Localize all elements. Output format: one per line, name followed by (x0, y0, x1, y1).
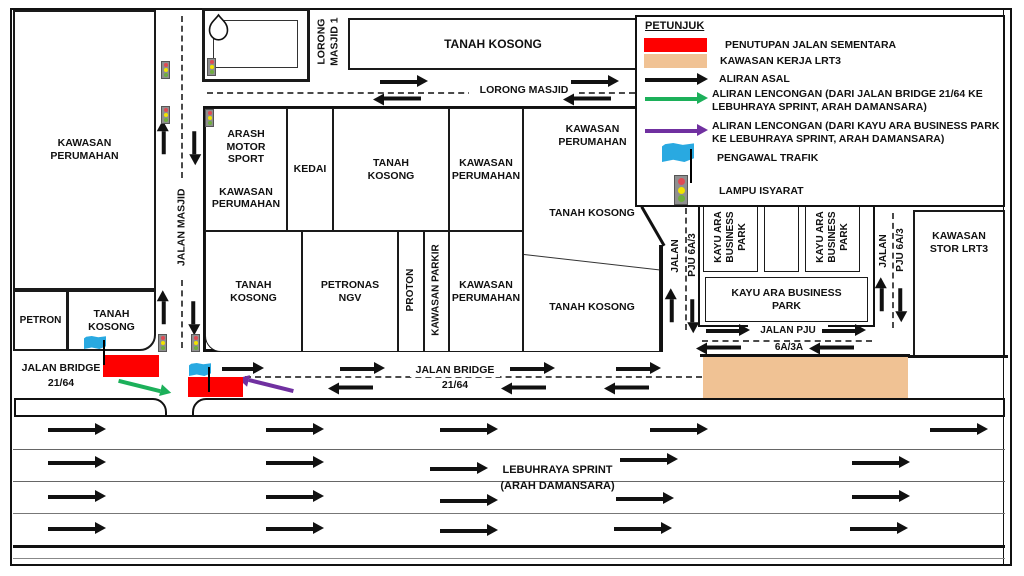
mosque-dome-icon (205, 13, 232, 43)
flow-arrow-icon (266, 461, 313, 465)
traffic-light-icon (161, 61, 170, 79)
jalan-masjid-centerline (181, 280, 183, 348)
block-label: ARASH MOTOR SPORT (226, 128, 266, 166)
flow-arrow-icon (266, 527, 313, 531)
stor-bottom-line (908, 355, 1008, 358)
block-kayu-ara-main (705, 277, 868, 322)
flow-arrow-icon (440, 529, 487, 533)
black-arrow-icon (645, 78, 697, 82)
traffic-light-icon (161, 106, 170, 124)
road-label-jalan-masjid: JALAN MASJID (175, 188, 188, 267)
road-label-lorong-masjid-1: LORONG MASJID 1 (315, 17, 340, 66)
block-tanah-kosong-r1 (333, 108, 449, 231)
road-label-lebuhraya-1: LEBUHRAYA SPRINT (502, 464, 613, 476)
block-label: KAWASAN PERUMAHAN (50, 137, 119, 162)
block-label: TANAH KOSONG (549, 301, 635, 313)
block-label: PETRON (19, 314, 62, 326)
flow-arrow-icon (880, 288, 884, 311)
parcel-divider (524, 254, 659, 270)
block-tanah-kosong-top (348, 18, 638, 70)
road-label-jalan-bridge-east: JALAN BRIDGE (410, 364, 500, 377)
legend-item-label: PENGAWAL TRAFIK (717, 152, 819, 164)
flow-arrow-icon (691, 299, 695, 322)
legend-item-label: ALIRAN LENCONGAN (DARI KAYU ARA BUSINESS PARK KE LEBUHRAYA SPRINT, ARAH DAMANSARA) (712, 120, 1000, 145)
flow-arrow-icon (614, 527, 661, 531)
traffic-light-icon (191, 334, 200, 352)
flow-arrow-icon (616, 497, 663, 501)
flow-arrow-icon (380, 80, 417, 84)
flag-icon (84, 336, 106, 349)
flow-arrow-icon (850, 527, 897, 531)
block-label-kayu-ara-v2: KAYU ARA BUSINESS PARK (815, 211, 850, 263)
flow-arrow-icon (440, 428, 487, 432)
flow-arrow-icon (852, 461, 899, 465)
block-kawasan-perumahan-r1 (449, 108, 523, 231)
block-kawasan-perumahan-r2 (449, 231, 523, 352)
block-petron (13, 290, 68, 351)
median-island (14, 398, 167, 417)
flow-arrow-icon (266, 428, 313, 432)
road-label-jalan-pju-west-2: PJU 6A/3 (687, 233, 698, 277)
flow-arrow-icon (222, 367, 253, 371)
block-label: TANAH KOSONG (88, 307, 135, 333)
median-island (192, 398, 1005, 417)
flow-arrow-icon (670, 299, 674, 322)
flow-arrow-icon (48, 461, 95, 465)
block-label: KEDAI (293, 163, 327, 176)
flow-arrow-icon (899, 288, 903, 311)
flag-icon (662, 143, 694, 162)
traffic-light-icon (158, 334, 167, 352)
block-label: TANAH KOSONG (444, 36, 542, 51)
flow-arrow-icon (650, 428, 697, 432)
flow-arrow-icon (512, 386, 546, 390)
road-label-lebuhraya-2: (ARAH DAMANSARA) (500, 480, 615, 492)
lane-divider (13, 449, 1005, 450)
road-label-jalan-pju-east-1: JALAN (878, 234, 889, 268)
traffic-light-icon (205, 109, 214, 127)
block-tanah-kosong-sw (67, 290, 156, 351)
block-label-proton: PROTON (405, 268, 416, 312)
legend (635, 15, 1005, 207)
block-label: TANAH KOSONG (230, 278, 277, 304)
block-arash-motor-sport (205, 108, 287, 231)
flow-arrow-icon (48, 428, 95, 432)
green-arrow-icon (645, 97, 697, 101)
closure-swatch (644, 38, 707, 52)
flow-arrow-icon (430, 467, 477, 471)
jalan-masjid-centerline (181, 16, 183, 178)
road-label-jalan-bridge-west: JALAN BRIDGE (21, 362, 101, 374)
flow-arrow-icon (162, 131, 166, 154)
block-label-kayu-ara-v1: KAYU ARA BUSINESS PARK (713, 211, 748, 263)
block-label: KAWASAN PERUMAHAN (558, 123, 627, 148)
flow-arrow-icon (852, 495, 899, 499)
flow-arrow-icon (266, 495, 313, 499)
flow-arrow-icon (571, 80, 608, 84)
road-label-jalan-bridge-west-no: 21/64 (47, 377, 75, 389)
highway-top-edge (163, 415, 197, 417)
flag-icon (189, 363, 211, 376)
flow-arrow-icon (820, 346, 854, 350)
flow-arrow-icon (192, 301, 196, 324)
road-label-lorong-masjid: LORONG MASJID (469, 84, 579, 97)
lane-divider (13, 513, 1005, 514)
road-label-jalan-pju-east-2: PJU 6A/3 (895, 228, 906, 272)
block-label: KAYU ARA BUSINESS PARK (731, 286, 842, 312)
road-label-jalan-pju-3a-2: 6A/3A (749, 342, 829, 354)
jalan-pju-centerline-east (892, 213, 894, 328)
legend-item-label: KAWASAN KERJA LRT3 (720, 55, 841, 67)
flow-arrow-icon (48, 527, 95, 531)
flow-arrow-icon (930, 428, 977, 432)
block-label: KAWASAN PERUMAHAN (211, 185, 281, 211)
traffic-light-icon (674, 175, 688, 205)
traffic-light-icon (207, 58, 216, 76)
lrt3-work-swatch (644, 54, 707, 68)
block-label-kawasan-parkir: KAWASAN PARKIR (430, 244, 442, 336)
block-label: KAWASAN STOR LRT3 (929, 230, 989, 255)
flow-arrow-icon (340, 367, 374, 371)
block-petronas-ngv (302, 231, 398, 352)
legend-item-label: ALIRAN ASAL (719, 73, 790, 85)
flow-arrow-icon (620, 458, 667, 462)
block-kawasan-stor-lrt3 (913, 210, 1005, 357)
road-label-jalan-bridge-east-no: 21/64 (410, 379, 500, 392)
road-label-jalan-pju-3a-1: JALAN PJU (748, 325, 828, 337)
lane-divider (13, 545, 1005, 548)
legend-item-label: LAMPU ISYARAT (719, 185, 804, 197)
flow-arrow-icon (48, 495, 95, 499)
block-kedai (287, 108, 333, 231)
block-label: KAWASAN PERUMAHAN (451, 156, 521, 182)
flow-arrow-icon (384, 97, 421, 101)
legend-title: PETUNJUK (645, 20, 705, 32)
block-label: PETRONAS NGV (320, 278, 380, 304)
flow-arrow-icon (707, 346, 741, 350)
flow-arrow-icon (822, 329, 855, 333)
purple-arrow-icon (645, 129, 697, 133)
legend-item-label: PENUTUPAN JALAN SEMENTARA (725, 39, 897, 51)
flow-arrow-icon (339, 386, 373, 390)
lane-divider (13, 558, 1005, 559)
road-closure-marker (188, 377, 243, 397)
block-label: TANAH KOSONG (549, 207, 635, 219)
flow-arrow-icon (616, 367, 650, 371)
block-label: KAWASAN PERUMAHAN (451, 278, 521, 304)
road-label-jalan-pju-west-1: JALAN (670, 239, 681, 273)
block-label: TANAH KOSONG (367, 156, 415, 182)
flow-arrow-icon (510, 367, 544, 371)
flow-arrow-icon (440, 499, 487, 503)
block-tanah-kosong-r2 (205, 231, 302, 352)
flow-arrow-icon (162, 301, 166, 324)
flow-arrow-icon (615, 386, 649, 390)
road-closure-marker (103, 355, 159, 377)
flow-arrow-icon (574, 97, 611, 101)
flow-arrow-icon (193, 131, 197, 154)
lrt3-work-zone (703, 357, 908, 398)
flow-arrow-icon (706, 329, 739, 333)
legend-item-label: ALIRAN LENCONGAN (DARI JALAN BRIDGE 21/64 KE LEBUHRAYA SPRINT, ARAH DAMANSARA) (712, 88, 983, 113)
block-kawasan-perumahan-nw (13, 10, 156, 290)
